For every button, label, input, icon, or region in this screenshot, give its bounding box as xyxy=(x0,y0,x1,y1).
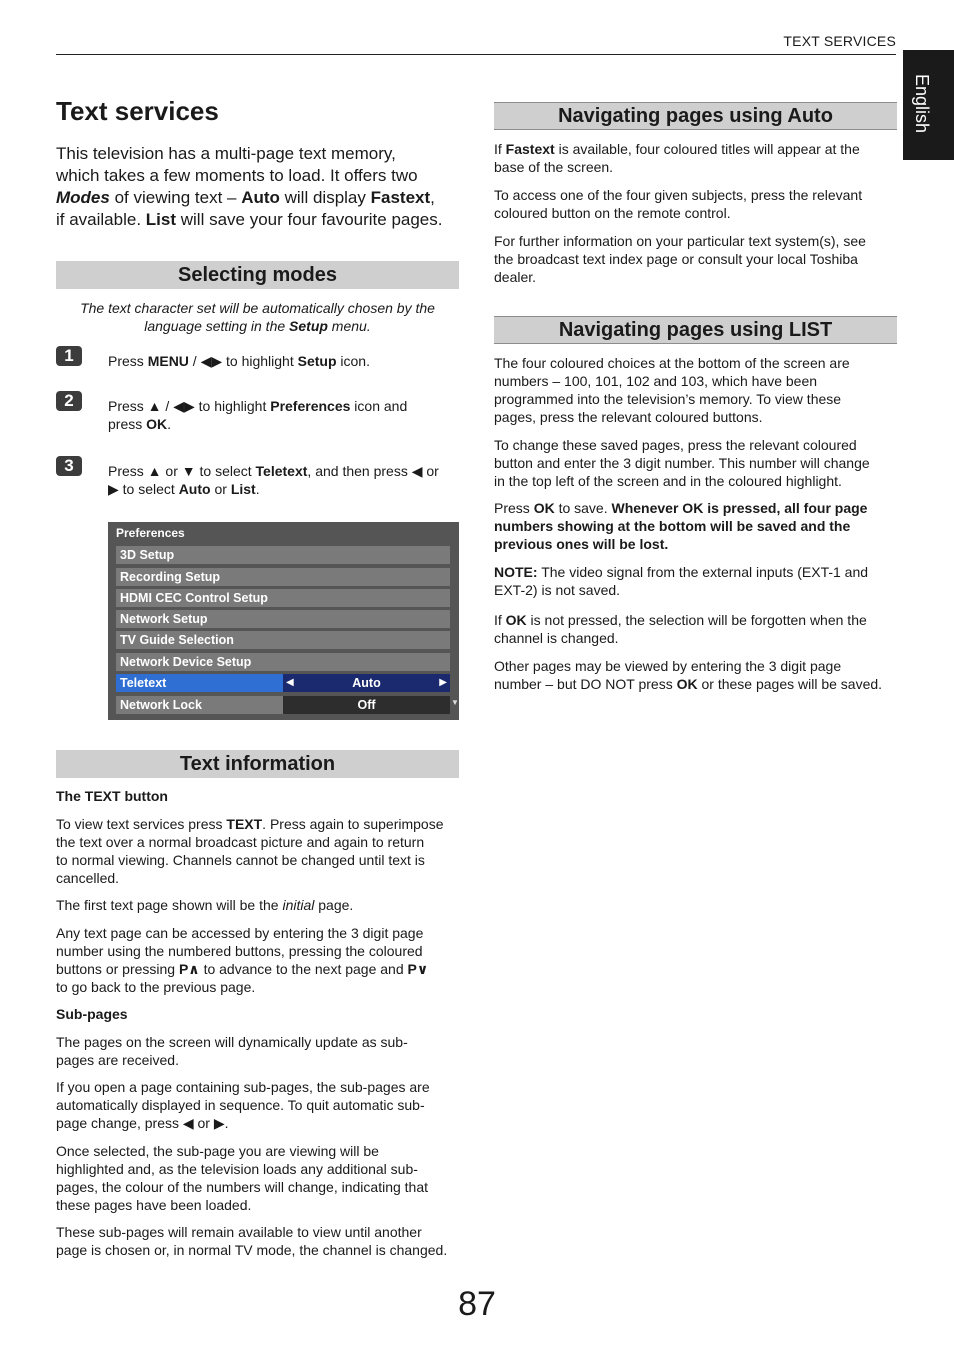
line xyxy=(494,563,897,581)
network-lock-value: Off xyxy=(357,698,376,712)
selecting-note xyxy=(56,299,459,335)
line: cancelled. xyxy=(56,870,120,886)
menu-title: Preferences xyxy=(116,526,185,540)
step-text: Press xyxy=(108,353,148,369)
text: The first text page shown will be the xyxy=(56,897,283,913)
step-text: , and then press ◀ or xyxy=(307,463,439,479)
line: button and enter the 3 digit number. This number will change xyxy=(494,455,870,471)
menu-item-3d-setup[interactable] xyxy=(116,546,450,564)
line: To change these saved pages, press the relevant coloured xyxy=(494,437,857,453)
line: programmed into the television’s memory. To view these xyxy=(494,391,842,407)
emphasis: initial xyxy=(282,897,315,913)
para xyxy=(494,563,897,599)
intro-modes: Modes xyxy=(56,188,110,207)
menu-item-label: Recording Setup xyxy=(120,570,221,584)
text: If xyxy=(494,612,506,628)
step-1-badge: 1 xyxy=(56,346,82,366)
line: numbers – 100, 101, 102 and 103, which have been xyxy=(494,373,818,389)
para xyxy=(494,232,897,286)
menu-item-hdmi-cec[interactable] xyxy=(116,589,450,607)
step-1-text xyxy=(108,352,458,370)
step-keyword: MENU xyxy=(147,353,189,369)
line: These sub-pages will remain available to view until another xyxy=(56,1224,422,1240)
line: to normal viewing. Channels cannot be changed until text is xyxy=(56,852,425,868)
intro-line-4 xyxy=(56,209,466,231)
step-2-badge: 2 xyxy=(56,391,82,411)
intro-text: , xyxy=(430,188,435,207)
line: coloured button on the remote control. xyxy=(494,205,731,221)
line: The four coloured choices at the bottom of the screen are xyxy=(494,355,850,371)
language-tab xyxy=(903,50,954,160)
intro-line-2: which takes a few moments to load. It offers two xyxy=(56,166,418,185)
para-access-page xyxy=(56,924,466,996)
line: For further information on your particular text system(s), see xyxy=(494,233,866,249)
intro-fastext: Fastext xyxy=(370,188,431,207)
para xyxy=(494,436,897,490)
nav-auto-body xyxy=(494,140,897,286)
keyword: Fastext xyxy=(505,141,555,157)
para xyxy=(494,186,897,222)
line: numbers showing at the bottom will be saved and the xyxy=(494,518,851,534)
line: pages, the colour of the numbers will change, indicating that xyxy=(56,1179,429,1195)
keyword: TEXT xyxy=(226,816,263,832)
intro-paragraph xyxy=(56,143,466,231)
step-line xyxy=(108,415,458,433)
intro-line-1: This television has a multi-page text memory, xyxy=(56,144,396,163)
line: The pages on the screen will dynamically update as sub- xyxy=(56,1034,408,1050)
menu-item-label: Network Setup xyxy=(120,612,208,626)
keyword: P∧ xyxy=(178,961,200,977)
nav-list-body xyxy=(494,354,897,693)
para xyxy=(494,499,897,553)
step-keyword: List xyxy=(230,481,256,497)
para-sub-pages-highlight xyxy=(56,1142,466,1214)
step-3-text xyxy=(108,462,458,498)
header-rule xyxy=(56,54,896,55)
text: . Press again to superimpose xyxy=(262,816,444,832)
step-keyword: Setup xyxy=(297,353,337,369)
intro-text: will display xyxy=(279,188,371,207)
text: is available, four coloured titles will appear at the xyxy=(554,141,860,157)
para xyxy=(494,611,897,647)
line xyxy=(56,815,466,833)
preferences-menu xyxy=(108,522,459,720)
step-text: icon. xyxy=(336,353,370,369)
text: to save. xyxy=(554,500,612,516)
step-text: press xyxy=(108,416,147,432)
teletext-value-selector[interactable] xyxy=(283,674,450,692)
step-text: or xyxy=(210,481,231,497)
para-sub-pages-sequence xyxy=(56,1078,466,1132)
line: to go back to the previous page. xyxy=(56,979,256,995)
note-line: The text character set will be automatically chosen by the xyxy=(80,300,435,316)
nav-auto-heading: Navigating pages using Auto xyxy=(494,102,897,130)
line: the broadcast text index page or consult your local Toshiba xyxy=(494,251,858,267)
menu-item-network-lock[interactable] xyxy=(116,696,450,714)
arrow-left-icon[interactable]: ◀ xyxy=(286,677,294,688)
line: Other pages may be viewed by entering the 3 digit page xyxy=(494,658,842,674)
para xyxy=(494,140,897,176)
step-keyword: Teletext xyxy=(255,463,308,479)
teletext-value: Auto xyxy=(352,676,381,690)
para-sub-pages-update xyxy=(56,1033,466,1069)
step-line xyxy=(108,462,458,480)
line: previous ones will be lost. xyxy=(494,536,669,552)
menu-item-network-device[interactable] xyxy=(116,653,450,671)
menu-item-network-setup[interactable] xyxy=(116,610,450,628)
running-header: TEXT SERVICES xyxy=(783,33,896,49)
text-information-heading: Text information xyxy=(56,750,459,778)
selecting-modes-heading: Selecting modes xyxy=(56,261,459,289)
intro-list: List xyxy=(145,210,177,229)
keyword: OK xyxy=(505,612,527,628)
text: The video signal from the external inputs (EXT-1 and xyxy=(537,564,869,580)
network-lock-value-box[interactable] xyxy=(283,696,450,714)
nav-list-heading: Navigating pages using LIST xyxy=(494,316,897,344)
line: automatically displayed in sequence. To quit automatic sub- xyxy=(56,1097,425,1113)
step-text: Press ▲ or ▼ to select xyxy=(108,463,256,479)
line: channel is changed. xyxy=(494,630,619,646)
line: page is chosen or, in normal TV mode, the channel is changed. xyxy=(56,1242,448,1258)
line: EXT-2) is not saved. xyxy=(494,582,621,598)
intro-text: of viewing text – xyxy=(109,188,242,207)
step-text: icon and xyxy=(350,398,408,414)
step-text: Press ▲ / ◀▶ to highlight xyxy=(108,398,271,414)
intro-auto: Auto xyxy=(241,188,280,207)
note-line xyxy=(56,317,459,335)
page-number: 87 xyxy=(458,1285,496,1323)
step-text: . xyxy=(167,416,172,432)
menu-item-label: TV Guide Selection xyxy=(120,633,234,647)
menu-item-label: HDMI CEC Control Setup xyxy=(120,591,268,605)
line: in the top left of the screen and in the coloured highlight. xyxy=(494,473,842,489)
arrow-right-icon[interactable]: ▶ xyxy=(439,677,447,688)
menu-item-label: 3D Setup xyxy=(120,548,175,562)
keyword: OK xyxy=(533,500,555,516)
intro-text: if available. xyxy=(56,210,146,229)
menu-item-label: Network Device Setup xyxy=(120,655,252,669)
text: is not pressed, the selection will be forgotten when the xyxy=(526,612,867,628)
text-information-body xyxy=(56,787,466,1259)
step-line xyxy=(108,397,458,415)
menu-item-tv-guide[interactable] xyxy=(116,631,450,649)
line: To access one of the four given subjects, press the relevant xyxy=(494,187,863,203)
subheading-text-button: The TEXT button xyxy=(56,788,168,804)
para xyxy=(494,657,897,693)
line xyxy=(494,675,897,693)
keyword: P∨ xyxy=(407,961,429,977)
note-setup: Setup xyxy=(289,318,328,334)
line xyxy=(494,611,897,629)
step-keyword: OK xyxy=(146,416,168,432)
line xyxy=(494,499,897,517)
step-text: / ◀▶ to highlight xyxy=(188,353,298,369)
menu-item-recording-setup[interactable] xyxy=(116,568,450,586)
line: highlighted and, as the television loads any additional sub- xyxy=(56,1161,418,1177)
step-line xyxy=(108,480,458,498)
step-keyword: Auto xyxy=(178,481,211,497)
subheading-sub-pages: Sub-pages xyxy=(56,1006,128,1022)
line xyxy=(56,960,466,978)
line: pages, press the relevant coloured buttons. xyxy=(494,409,763,425)
step-text: . xyxy=(255,481,260,497)
text: If xyxy=(494,141,506,157)
para-initial-page xyxy=(56,896,466,914)
text: To view text services press xyxy=(56,816,227,832)
line xyxy=(494,140,897,158)
step-text: ▶ to select xyxy=(108,481,179,497)
note-text: menu. xyxy=(327,318,371,334)
para-sub-pages-available xyxy=(56,1223,466,1259)
step-keyword: Preferences xyxy=(270,398,351,414)
text: Press xyxy=(494,500,534,516)
line: Once selected, the sub-page you are viewing will be xyxy=(56,1143,379,1159)
line: these pages have been loaded. xyxy=(56,1197,252,1213)
language-tab-label: English xyxy=(912,74,932,134)
text: page. xyxy=(314,897,354,913)
line: pages are received. xyxy=(56,1052,179,1068)
line: number using the numbered buttons, pressing the coloured xyxy=(56,943,423,959)
keyword: OK xyxy=(676,676,698,692)
keyword: NOTE: xyxy=(494,564,538,580)
text: to advance to the next page and xyxy=(199,961,408,977)
intro-text: will save your four favourite pages. xyxy=(176,210,443,229)
menu-item-label: Teletext xyxy=(120,676,167,690)
step-3-badge: 3 xyxy=(56,456,82,476)
intro-line-3 xyxy=(56,187,466,209)
para-text-button xyxy=(56,815,466,887)
page-title: Text services xyxy=(56,96,219,126)
para xyxy=(494,354,897,426)
text: or these pages will be saved. xyxy=(697,676,883,692)
text: buttons or pressing xyxy=(56,961,179,977)
menu-item-teletext[interactable] xyxy=(116,674,450,692)
line: the text over a normal broadcast picture and again to return xyxy=(56,834,425,850)
keyword: Whenever OK is pressed, all four page xyxy=(611,500,868,516)
note-text: language setting in the xyxy=(144,318,290,334)
line: base of the screen. xyxy=(494,159,614,175)
menu-item-label: Network Lock xyxy=(120,698,202,712)
step-2-text xyxy=(108,397,458,433)
line: dealer. xyxy=(494,269,537,285)
line: Any text page can be accessed by entering the 3 digit page xyxy=(56,925,424,941)
line: page change, press ◀ or ▶. xyxy=(56,1115,229,1131)
line: If you open a page containing sub-pages, the sub-pages are xyxy=(56,1079,430,1095)
scroll-down-icon[interactable]: ▼ xyxy=(451,698,459,707)
text: number – but DO NOT press xyxy=(494,676,677,692)
